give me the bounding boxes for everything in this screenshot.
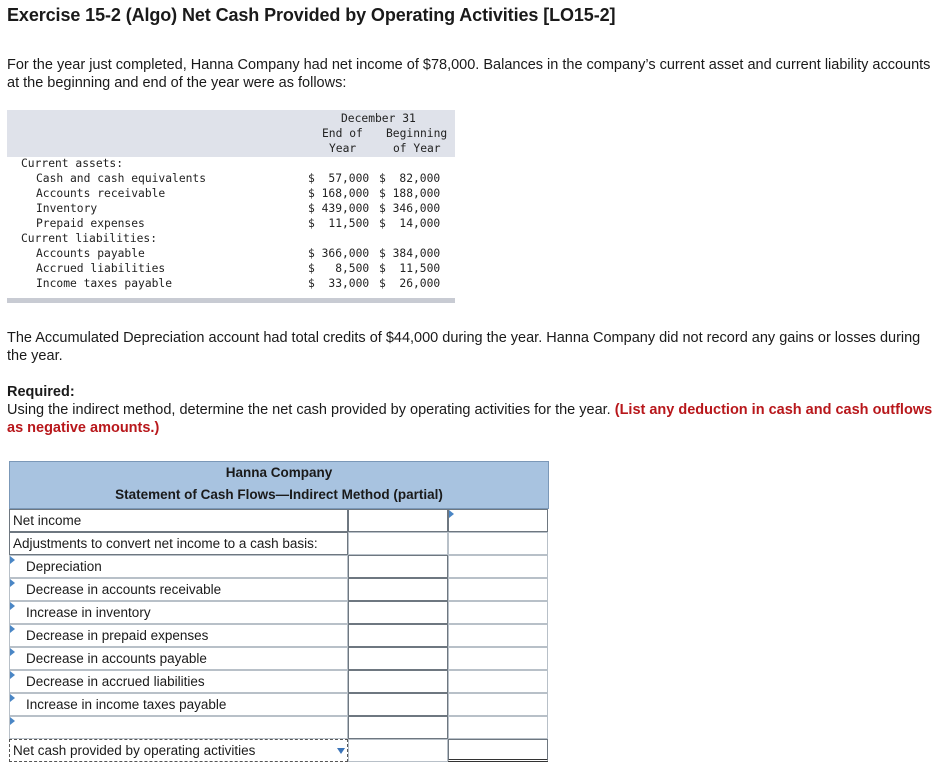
adjustment-amount-input[interactable] — [348, 716, 448, 739]
adjustment-amount-input[interactable] — [348, 647, 448, 670]
cash-flow-worksheet — [9, 461, 549, 763]
net-cash-col1-cell — [348, 739, 448, 762]
group-header: December 31 — [341, 112, 416, 125]
depreciation-note: The Accumulated Depreciation account had total credits of $44,000 during the year. Hanna Company did not record any gains or losses during the year. — [7, 330, 921, 364]
row-label: Accounts payable — [36, 247, 145, 260]
section-label-current-liabilities: Current liabilities: — [21, 232, 158, 245]
statement-title: Statement of Cash Flows—Indirect Method (partial) — [115, 487, 443, 502]
row-label: Cash and cash equivalents — [36, 172, 207, 185]
row-begin-value: $ 26,000 — [379, 277, 441, 290]
row-label: Accrued liabilities — [36, 262, 166, 275]
row-begin-value: $ 346,000 — [379, 202, 441, 215]
col1-header-line1: End of — [322, 127, 363, 140]
adjustments-label-field[interactable]: Adjustments to convert net income to a cash basis: — [9, 532, 348, 555]
row-label: Accounts receivable — [36, 187, 166, 200]
row-marker-icon — [10, 694, 15, 702]
net-income-amount-input[interactable] — [448, 509, 548, 532]
row-label: Inventory — [36, 202, 98, 215]
adjustment-label-field[interactable]: Increase in inventory — [9, 601, 348, 624]
row-end-value: $ 168,000 — [308, 187, 370, 200]
adjustment-total-cell — [448, 693, 548, 716]
adjustment-amount-input[interactable] — [348, 670, 448, 693]
adjustment-label-field[interactable]: Decrease in prepaid expenses — [9, 624, 348, 647]
intro-text: For the year just completed, Hanna Company had net income of $78,000. Balances in the company’s current asset and current liability accounts at the beginning and end of the year were as follows: — [7, 57, 931, 91]
adjustment-amount-input[interactable] — [348, 624, 448, 647]
adjustment-total-cell — [448, 647, 548, 670]
row-marker-icon — [449, 510, 454, 518]
required-text: Using the indirect method, determine the net cash provided by operating activities for the year. — [7, 402, 611, 418]
net-income-col1-input[interactable] — [348, 509, 448, 532]
adjustment-total-cell — [448, 624, 548, 647]
adjustment-amount-input[interactable] — [348, 693, 448, 716]
adjustment-label-field[interactable] — [9, 716, 348, 739]
adjustment-label-field[interactable]: Decrease in accrued liabilities — [9, 670, 348, 693]
adjustment-total-cell — [448, 555, 548, 578]
balance-table — [7, 110, 455, 304]
row-end-value: $ 11,500 — [308, 217, 370, 230]
row-marker-icon — [10, 648, 15, 656]
net-cash-amount-input[interactable] — [448, 739, 548, 762]
net-cash-label-select[interactable]: Net cash provided by operating activities — [9, 739, 348, 762]
required-heading: Required: — [7, 384, 75, 400]
col2-header-line2: of Year — [393, 142, 441, 155]
row-begin-value: $ 384,000 — [379, 247, 441, 260]
row-begin-value: $ 11,500 — [379, 262, 441, 275]
adjustment-amount-input[interactable] — [348, 601, 448, 624]
adjustment-total-cell — [448, 601, 548, 624]
adjustments-col2-cell — [448, 532, 548, 555]
adjustment-label-field[interactable]: Increase in income taxes payable — [9, 693, 348, 716]
row-marker-icon — [10, 671, 15, 679]
dropdown-arrow-icon[interactable] — [337, 748, 345, 754]
row-begin-value: $ 188,000 — [379, 187, 441, 200]
exercise-title: Exercise 15-2 (Algo) Net Cash Provided by Operating Activities [LO15-2] — [7, 5, 616, 25]
adjustment-total-cell — [448, 716, 548, 739]
row-marker-icon — [10, 579, 15, 587]
adjustment-label-field[interactable]: Decrease in accounts payable — [9, 647, 348, 670]
row-marker-icon — [10, 625, 15, 633]
adjustments-col1-cell — [348, 532, 448, 555]
adjustment-total-cell — [448, 578, 548, 601]
row-marker-icon — [10, 556, 15, 564]
row-marker-icon — [10, 717, 15, 725]
row-label: Prepaid expenses — [36, 217, 145, 230]
adjustment-total-cell — [448, 670, 548, 693]
table-bottom-rule — [7, 298, 455, 303]
row-end-value: $ 366,000 — [308, 247, 370, 260]
row-begin-value: $ 82,000 — [379, 172, 441, 185]
row-end-value: $ 439,000 — [308, 202, 370, 215]
company-name: Hanna Company — [225, 465, 333, 480]
adjustment-label-field[interactable]: Decrease in accounts receivable — [9, 578, 348, 601]
adjustment-amount-input[interactable] — [348, 578, 448, 601]
adjustment-amount-input[interactable] — [348, 555, 448, 578]
row-begin-value: $ 14,000 — [379, 217, 441, 230]
row-label: Income taxes payable — [36, 277, 173, 290]
row-end-value: $ 8,500 — [308, 262, 370, 275]
required-section — [7, 383, 943, 437]
col1-header-line2: Year — [329, 142, 357, 155]
section-label-current-assets: Current assets: — [21, 157, 124, 170]
net-income-label-field[interactable]: Net income — [9, 509, 348, 532]
required-instruction: (List any deduction in cash and cash outflows as negative amounts.) — [7, 402, 933, 436]
row-end-value: $ 33,000 — [308, 277, 370, 290]
row-end-value: $ 57,000 — [308, 172, 370, 185]
row-marker-icon — [10, 602, 15, 610]
adjustment-label-field[interactable]: Depreciation — [9, 555, 348, 578]
col2-header-line1: Beginning — [386, 127, 448, 140]
